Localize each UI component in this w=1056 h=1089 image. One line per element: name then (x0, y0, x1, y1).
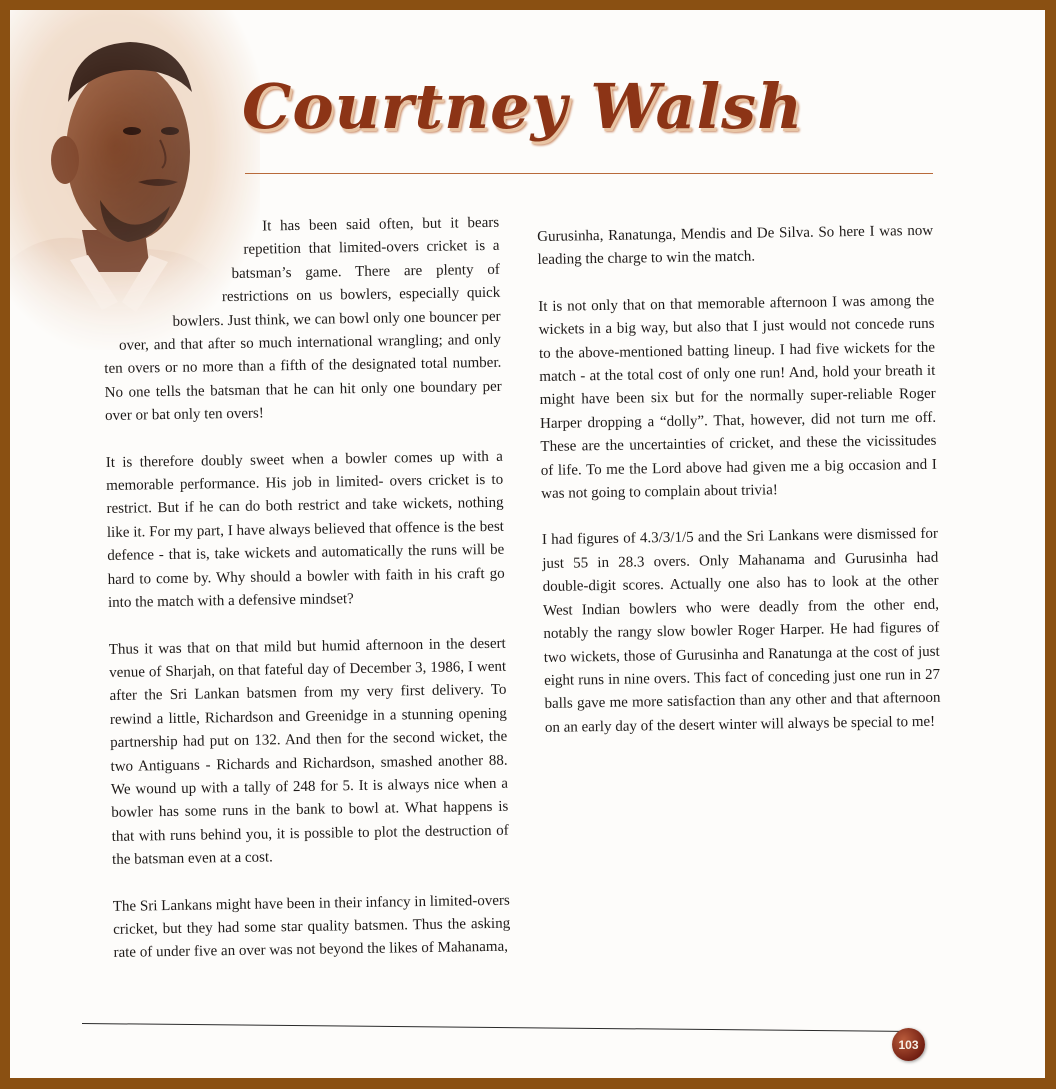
footer-rule (82, 1023, 900, 1032)
page-number: 103 (898, 1037, 919, 1052)
paragraph: It is therefore doubly sweet when a bowler comes up with a memorable performance. His job in limited- overs cricket is to restrict. But if he can do both restrict and take wickets, nothing like it. For my part, I have always believed that offence is the best defence - that is, take wickets and automatically the runs will be hard to come by. Why should a bowler with faith in his craft go into the match with a defensive mindset? (105, 448, 505, 612)
book-page (10, 10, 1045, 1078)
paragraph: It has been said often, but it bears repetition that limited-overs cricket is a batsman’s game. There are plenty of restrictions on us bowlers, especially quick bowlers. Just think, we can bowl only one bouncer per over, and that after so much international wrangling; and only ten overs or no more than a fifth of the designated total number. No one tells the batsman that he can hit only one boundary per over or bat only ten overs! (104, 214, 502, 425)
paragraph: It is not only that on that memorable afternoon I was among the wickets in a big way, but also that I just would not concede runs to the above-mentioned batting lineup. I had five wickets for the match - at the total cost of only one run! And, hold your breath it might have been six but for the normally super-reliable Roger Harper dropping a “dolly”. That, however, did not turn me off. These are the uncertainties of cricket, and these the vicissitudes of life. To me the Lord above had given me a big occasion and I was not going to complain about trivia! (538, 292, 937, 503)
paragraph: The Sri Lankans might have been in their infancy in limited-overs cricket, but they had some star quality batsmen. Thus the asking rate of under five an over was not beyond the likes of Mahanama, (112, 892, 511, 962)
paragraph: Gurusinha, Ranatunga, Mendis and De Silva. So here I was now leading the charge to win the match. (537, 222, 934, 269)
page-number-badge (892, 1028, 925, 1061)
title-underline (245, 173, 933, 174)
left-column (102, 212, 511, 989)
article-title: Courtney Walsh (242, 70, 804, 143)
paragraph: I had figures of 4.3/3/1/5 and the Sri Lankans were dismissed for just 55 in 28.3 overs. Only Mahanama and Gurusinha had double-digit scores. Actually one also has to look at the other West Indian bowlers who were deadly from the other end, notably the rangy slow bowler Roger Harper. He had figures of two wickets, those of Gurusinha and Ranatunga at the cost of just eight runs in nine overs. This fact of conceding just one run in 27 balls gave me more satisfaction than any other and that afternoon on an early day of the desert winter will always be special to me! (541, 526, 941, 736)
paragraph: Thus it was that on that mild but humid afternoon in the desert venue of Sharjah, on that fateful day of December 3, 1986, I went after the Sri Lankan batsmen from my very first delivery. To rewind a little, Richardson and Greenidge in a stunning opening partnership had put on 132. And then for the second wicket, the two Antiguans - Richards and Richardson, smashed another 88. We wound up with a tally of 248 for 5. It is always nice when a bowler has some runs in the bank to bowl at. What happens is that with runs behind you, it is possible to plot the destruction of the batsman even at a cost. (108, 635, 509, 869)
right-column (537, 220, 941, 763)
